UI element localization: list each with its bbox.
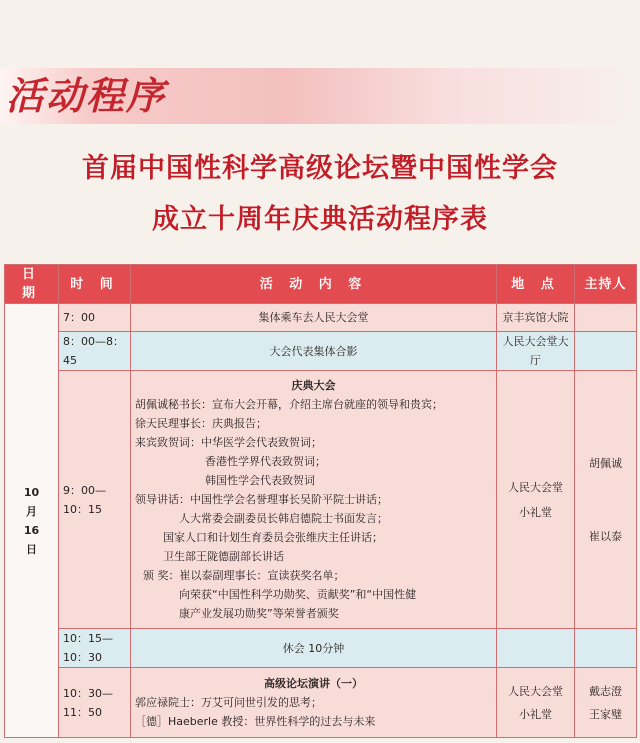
time-cell: 10：15—10：30: [59, 629, 131, 668]
program-line: 康产业发展功勋奖”等荣誉者颁奖: [179, 607, 339, 620]
event-title: 庆典大会: [291, 379, 336, 392]
program-line: 胡佩诚秘书长：宣布大会开幕，介绍主席台就座的领导和贵宾；: [135, 398, 443, 411]
document-title-line1: 首届中国性科学高级论坛暨中国性学会: [82, 153, 558, 184]
place-cell: 京丰宾馆大院: [497, 304, 575, 332]
date-cell: 10 月 16 日: [5, 304, 59, 738]
program-line: 郭应禄院士：万艾可问世引发的思考；: [135, 696, 322, 709]
table-row: [5, 332, 637, 371]
program-line: ［德］Haeberle 教授：世界性科学的过去与未来: [135, 715, 376, 728]
program-line: 人大常委会副委员长韩启德院士书面发言；: [179, 512, 388, 525]
content-cell: 大会代表集体合影: [131, 332, 497, 371]
program-line: 颁 奖：崔以泰副理事长：宣读获奖名单；: [143, 569, 345, 582]
program-line: 向荣获“中国性科学功勋奖、贡献奖”和“中国性健: [179, 588, 417, 601]
place-cell: 人民大会堂 小礼堂: [497, 371, 575, 629]
host-cell: 戴志澄 王家璧: [575, 668, 637, 738]
schedule-table: [4, 264, 637, 738]
time-cell: 10：30—11：50: [59, 668, 131, 738]
table-row: [5, 668, 637, 738]
time-cell: 7：00: [59, 304, 131, 332]
event-title: 高级论坛演讲（一）: [264, 677, 363, 690]
content-cell: [131, 668, 497, 738]
program-line: 香港性学界代表致贺词；: [205, 455, 326, 468]
header-place: 地 点: [497, 265, 575, 304]
program-line: 徐天民理事长：庆典报告；: [135, 417, 267, 430]
section-heading: 活动程序: [6, 73, 167, 118]
header-time: 时 间: [59, 265, 131, 304]
program-line: 来宾致贺词：中华医学会代表致贺词；: [135, 436, 322, 449]
content-cell: [131, 371, 497, 629]
program-line: 国家人口和计划生育委员会张维庆主任讲话；: [163, 531, 383, 544]
host-cell: 胡佩诚 崔以泰: [575, 371, 637, 629]
content-cell: 集体乘车去人民大会堂: [131, 304, 497, 332]
host-cell: [575, 629, 637, 668]
time-cell: 8：00—8：45: [59, 332, 131, 371]
program-line: 韩国性学会代表致贺词: [205, 474, 315, 487]
document-title-line2: 成立十周年庆典活动程序表: [152, 204, 488, 235]
header-content: 活 动 内 容: [131, 265, 497, 304]
host-cell: [575, 304, 637, 332]
content-cell: 休会 10分钟: [131, 629, 497, 668]
place-cell: 人民大会堂大厅: [497, 332, 575, 371]
table-row: [5, 629, 637, 668]
program-line: 领导讲话：中国性学会名誉理事长吴阶平院士讲话；: [135, 493, 388, 506]
table-row: [5, 371, 637, 629]
host-cell: [575, 332, 637, 371]
place-cell: 人民大会堂 小礼堂: [497, 668, 575, 738]
header-date: 日 期: [5, 265, 59, 304]
table-header-row: [5, 265, 637, 304]
table-row: [5, 304, 637, 332]
header-host: 主持人: [575, 265, 637, 304]
place-cell: [497, 629, 575, 668]
time-cell: 9：00—10：15: [59, 371, 131, 629]
program-line: 卫生部王陇德副部长讲话: [163, 550, 284, 563]
